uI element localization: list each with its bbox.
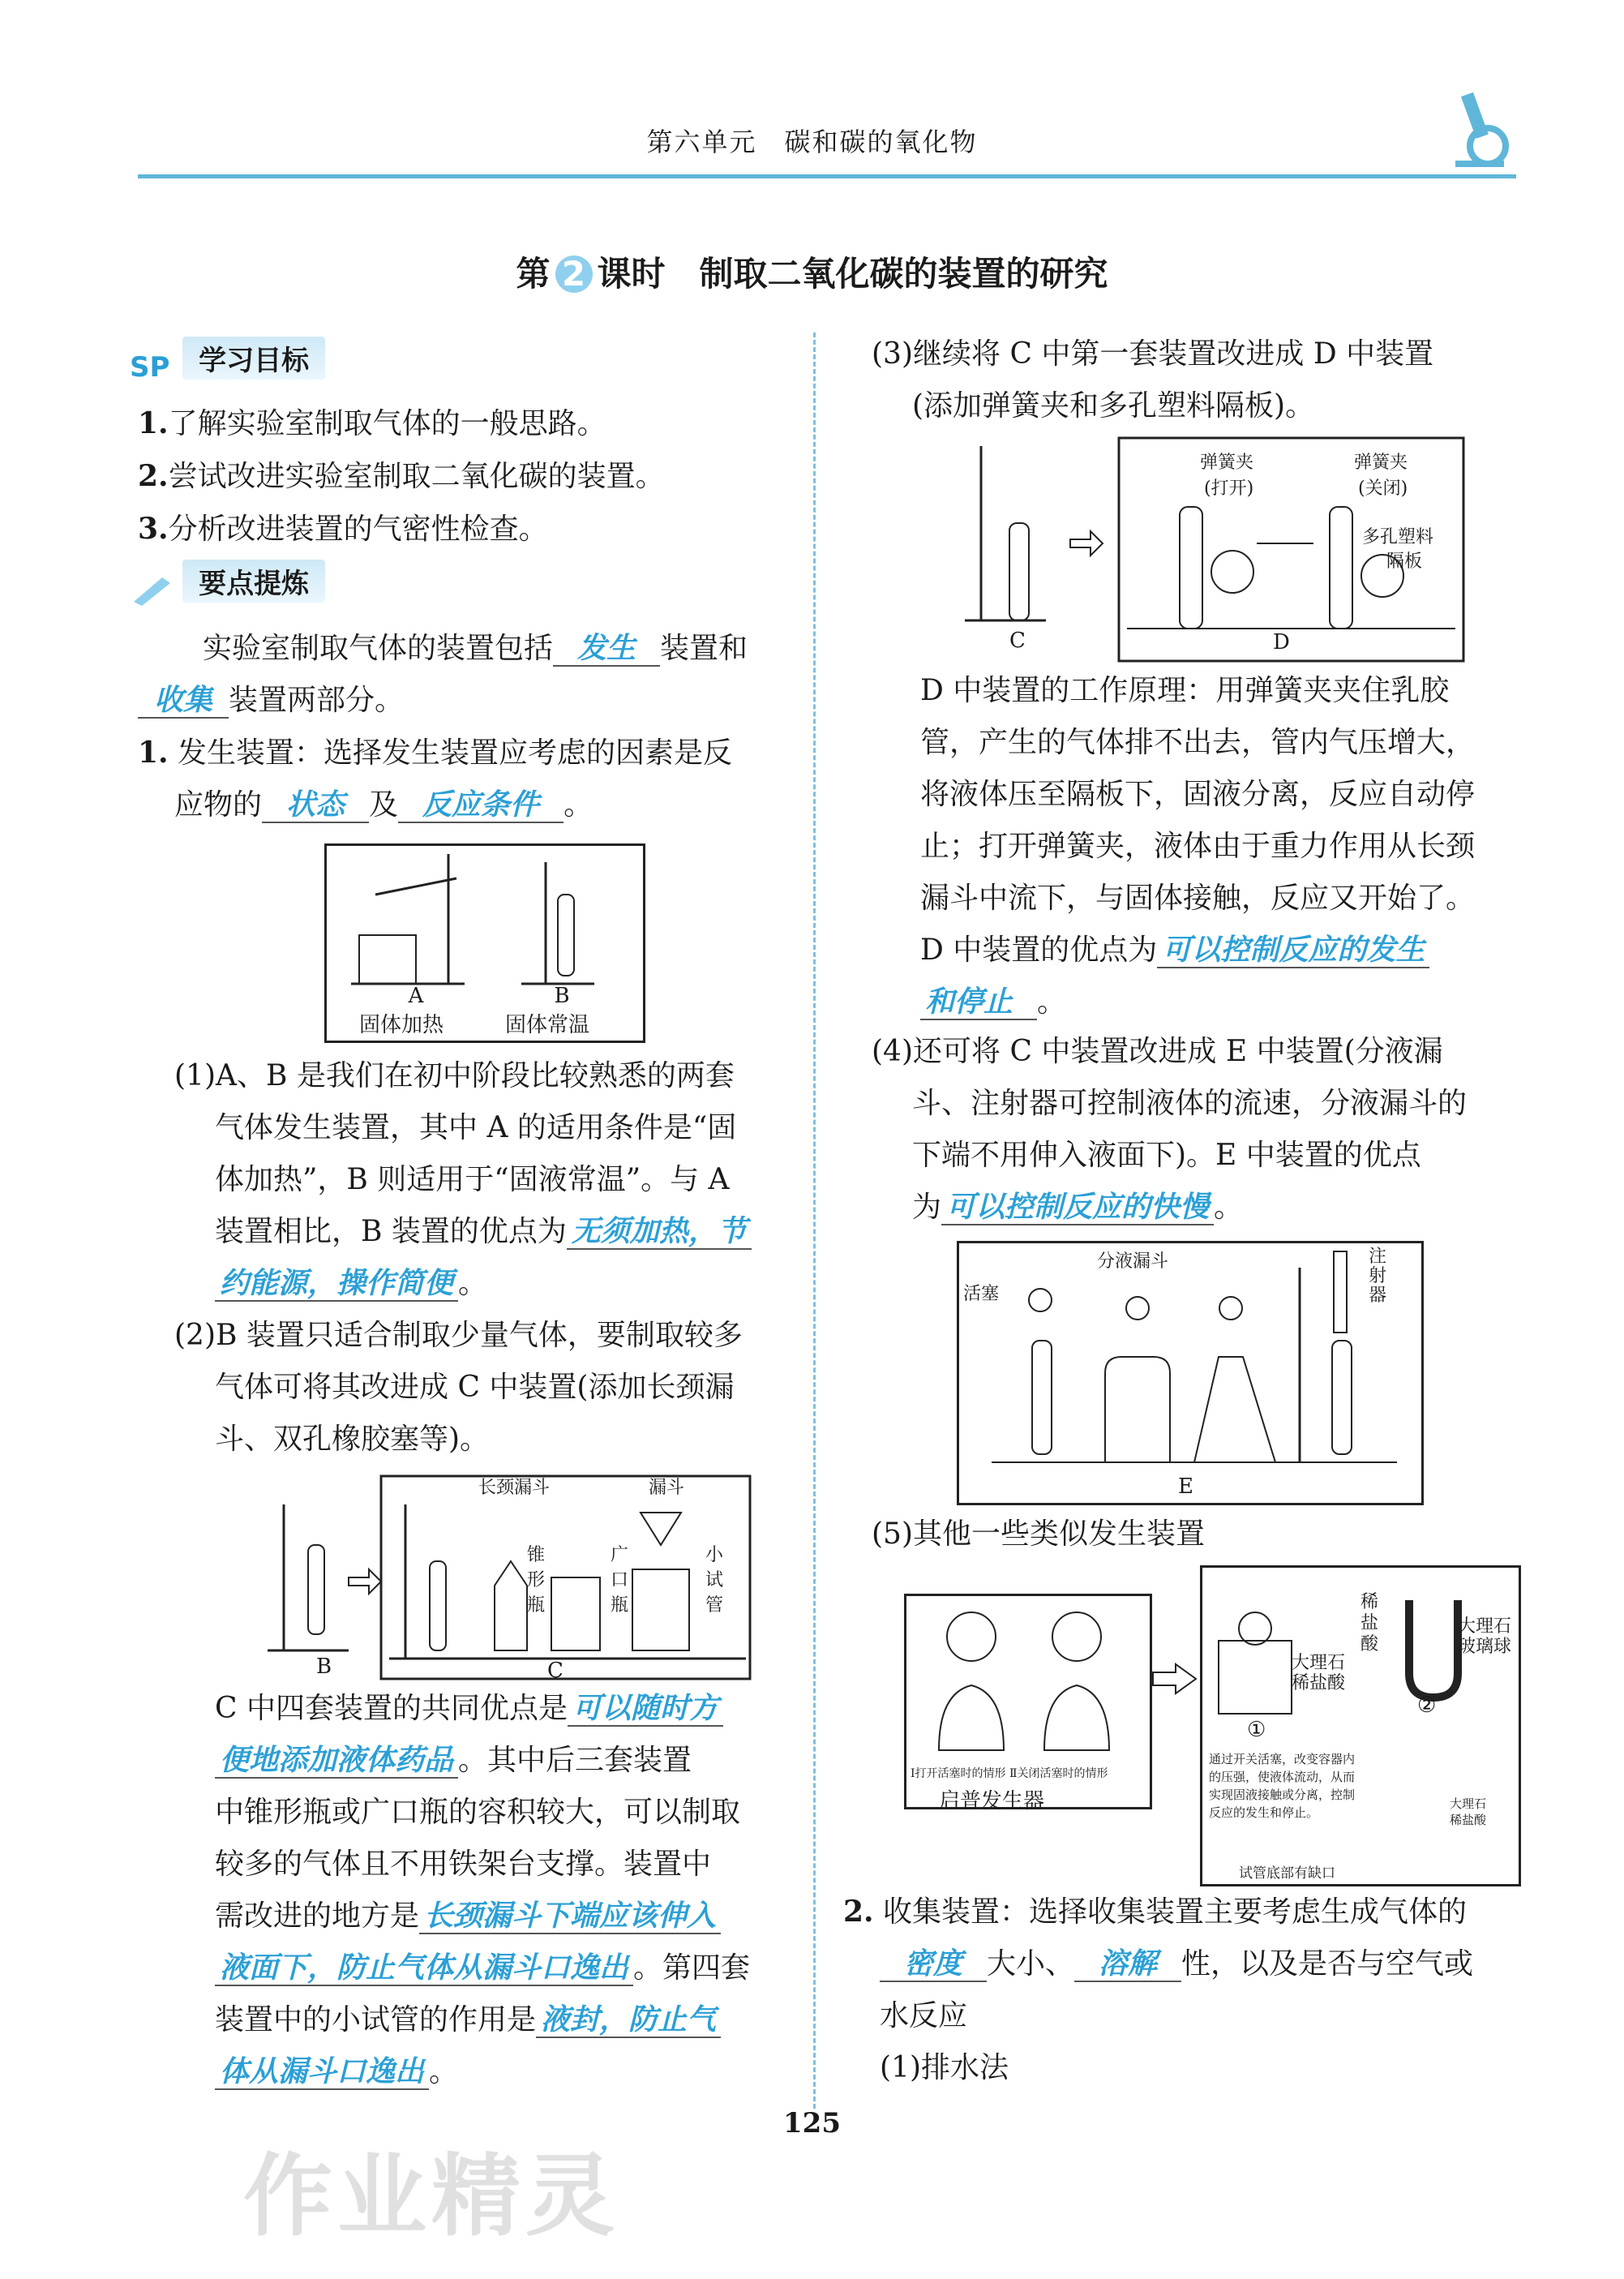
goal-item: 3.分析改进装置的气密性检查。 xyxy=(138,512,548,546)
label-plate-b: 隔板 xyxy=(1386,552,1423,572)
figure-ab xyxy=(324,843,645,1043)
goals-list xyxy=(138,397,803,556)
label-marble-3: 大理石 xyxy=(1450,1796,1487,1811)
question-5: (5)其他一些类似发生装置 xyxy=(872,1517,1205,1551)
d-principle: D 中装置的工作原理：用弹簧夹夹住乳胶 管，产生的气体排不出去，管内气压增大， 将液体压至隔板下，固液分离，反应自动停 止；打开弹簧夹，液体由于重力作用从长颈 漏斗中流下，与固体接触，反应又开始了。 D 中装置的优点为 可以控制反应的发生 和停止 。 xyxy=(920,674,1476,1019)
variants-note: 通过开关活塞，改变容器内的压强，使液体流动，从而实现固液接触或分离，控制反应的发生和停止。 xyxy=(1209,1752,1356,1820)
label-acid-3: 稀盐酸 xyxy=(1450,1813,1487,1827)
label-marble-2: 大理石 xyxy=(1458,1616,1512,1637)
label-flask: 锥形瓶 xyxy=(527,1545,546,1616)
label-open: (打开) xyxy=(1204,479,1254,499)
apparatus-e-illustration xyxy=(959,1243,1421,1479)
question-4: (4)还可将 C 中装置改进成 E 中装置(分液漏 斗、注射器可控制液体的流速，分液漏斗的 下端不用伸入液面下)。E 中装置的优点 为 可以控制反应的快慢 。 xyxy=(872,1035,1468,1224)
label-clip-closed: 弹簧夹 xyxy=(1354,453,1408,473)
fig-label-a: A xyxy=(408,984,424,1008)
kipp-illustration xyxy=(906,1596,1150,1766)
goals-heading: SP 学习目标 xyxy=(130,337,325,383)
svg-text:SP: SP xyxy=(130,350,170,383)
figure-others xyxy=(904,1565,1520,1886)
apparatus-bc-illustration xyxy=(259,1472,754,1683)
label-glass-beads: 玻璃球 xyxy=(1458,1637,1512,1657)
label-hcl-2: 稀 盐 酸 xyxy=(1360,1592,1379,1655)
goal-item: 1.了解实验室制取气体的一般思路。 xyxy=(138,406,606,440)
lesson-number: 2 xyxy=(555,255,593,293)
arrow-icon xyxy=(1151,1663,1200,1695)
figure-bc xyxy=(259,1472,754,1683)
header-rule xyxy=(138,174,1516,178)
fig-label-b: B xyxy=(554,984,570,1008)
fig-label-c2: C xyxy=(1009,629,1026,653)
kipp-caption: Ⅰ打开活塞时的情形 Ⅱ关闭活塞时的情形 xyxy=(911,1767,1108,1780)
kipp-box xyxy=(904,1594,1152,1813)
label-marble-1: 大理石 xyxy=(1292,1653,1346,1673)
fig-caption-b: 固体常温 xyxy=(505,1013,590,1037)
pen-icon xyxy=(130,573,178,606)
page-title: 第 2 课时 制取二氧化碳的装置的研究 xyxy=(516,254,1108,294)
label-clip-open: 弹簧夹 xyxy=(1200,453,1254,473)
apparatus-ab-illustration xyxy=(327,846,643,1000)
label-acid-1: 稀盐酸 xyxy=(1292,1673,1346,1693)
question-2-cont: C 中四套装置的共同优点是 可以随时方 便地添加液体药品 。其中后三套装置 中锥形瓶或广口瓶的容积较大，可以制取 较多的气体且不用铁架台支撑。装置中 需改进的地方是 长颈漏斗下端应该伸入 液面下，防止气体从漏斗口逸出 。第四套 装置中的小试管的作用是 液封，防止气 体从漏斗口逸出 。 xyxy=(215,1692,751,2088)
label-stopcock: 活塞 xyxy=(963,1284,1000,1304)
fig-label-c: C xyxy=(547,1659,563,1683)
goal-icon xyxy=(130,350,178,383)
label-long-funnel: 长颈漏斗 xyxy=(478,1478,551,1498)
question-3: (3)继续将 C 中第一套装置改进成 D 中装置 (添加弹簧夹和多孔塑料隔板)。 xyxy=(872,337,1434,423)
label-tube-notch: 试管底部有缺口 xyxy=(1239,1865,1335,1882)
label-small-tube: 小试管 xyxy=(705,1545,724,1616)
label-syringe: 注 射 器 xyxy=(1369,1247,1387,1306)
fig-label-d: D xyxy=(1273,630,1290,655)
fig-label-e: E xyxy=(1178,1474,1193,1499)
label-circle-1: ① xyxy=(1247,1718,1266,1742)
fig-label-b2: B xyxy=(316,1655,332,1679)
figure-e xyxy=(957,1241,1424,1505)
collection-section: 2. 收集装置：选择收集装置主要考虑生成气体的 密度 大小、 溶解 性，以及是否与空气或 水反应 (1)排水法 xyxy=(843,1895,1474,2084)
unit-header: 第六单元 碳和碳的氧化物 xyxy=(646,127,978,157)
points-body: 实验室制取气体的装置包括 发生 装置和 收集 装置两部分。 1. 发生装置：选择发生装置应考虑的因素是反 应物的 状态 及 反应条件 。 xyxy=(138,632,748,822)
label-funnel: 漏斗 xyxy=(649,1478,685,1498)
microscope-icon xyxy=(1443,89,1516,170)
label-kipp: 启普发生器 xyxy=(939,1789,1045,1813)
figure-cd xyxy=(957,434,1468,665)
label-sep-funnel: 分液漏斗 xyxy=(1097,1251,1169,1272)
fig-caption-a: 固体加热 xyxy=(359,1013,444,1037)
label-circle-2: ② xyxy=(1417,1693,1437,1718)
variants-box xyxy=(1200,1565,1521,1886)
label-plate-a: 多孔塑料 xyxy=(1362,527,1434,547)
label-closed: (关闭) xyxy=(1358,479,1408,499)
label-jar: 广口瓶 xyxy=(611,1545,629,1616)
points-heading: 要点提炼 xyxy=(130,560,325,606)
goal-item: 2.尝试改进实验室制取二氧化碳的装置。 xyxy=(138,459,665,493)
watermark: 作业精灵 xyxy=(243,2144,619,2248)
question-1: (1)A、B 是我们在初中阶段比较熟悉的两套 气体发生装置，其中 A 的适用条件是“固 体加热”，B 则适用于“固液常温”。与 A 装置相比，B 装置的优点为 无须加热，节 约能源，操作简便 。 (2)B 装置只适合制取少量气体，要制取较多 气体可将其改进成 C 中装置(添加长颈漏 斗、双孔橡胶塞等)。 xyxy=(174,1050,815,1466)
page-number: 125 xyxy=(783,2107,841,2140)
